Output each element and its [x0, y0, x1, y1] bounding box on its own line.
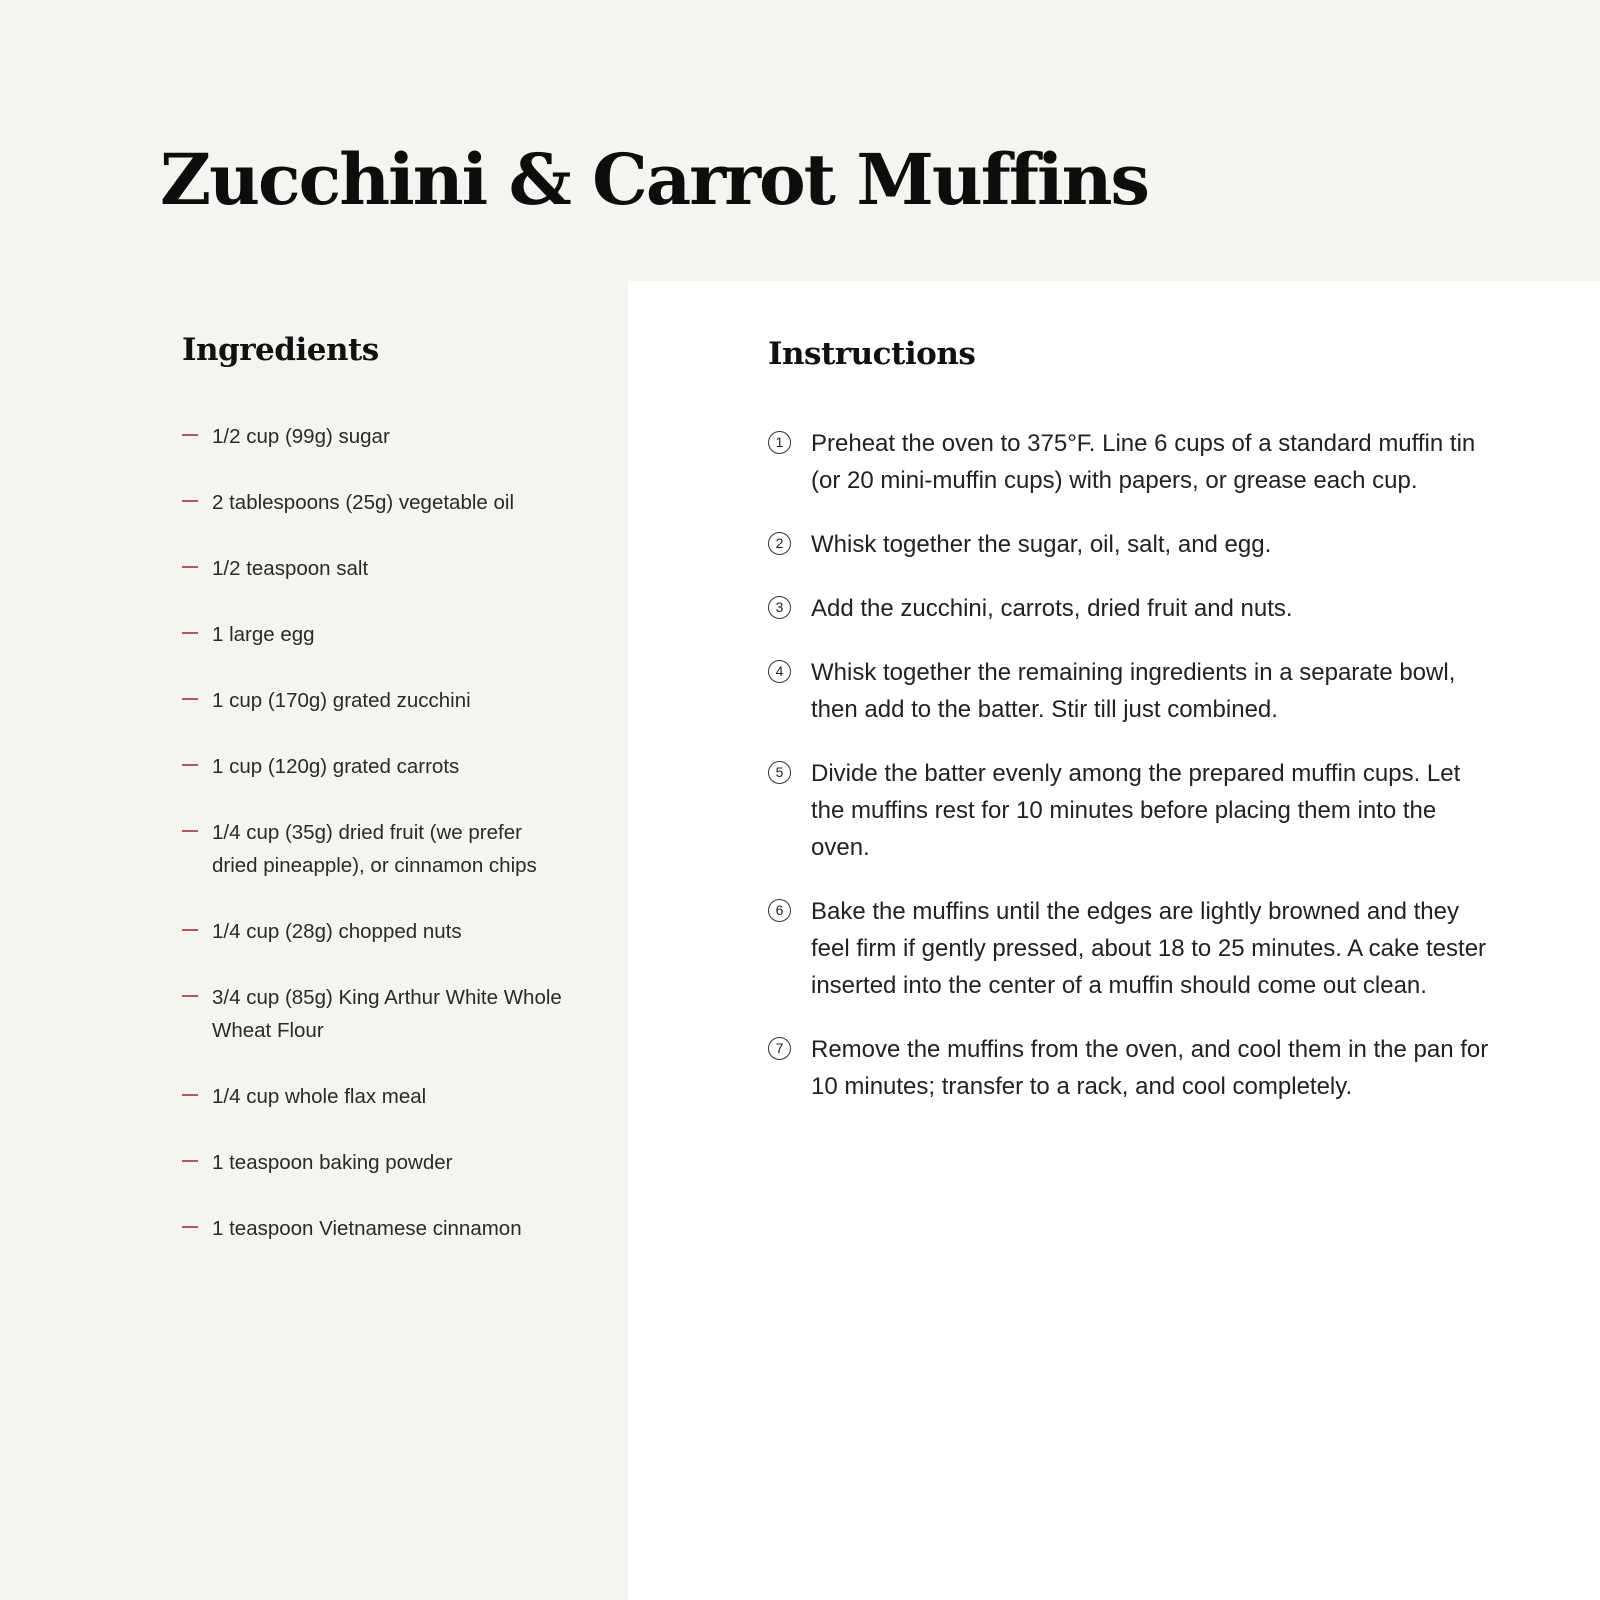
ingredients-list — [182, 420, 562, 1278]
step-number-circle-icon: 7 — [768, 1037, 791, 1060]
ingredient-text: 1 cup (120g) grated carrots — [212, 755, 460, 778]
instruction-step — [768, 654, 1498, 728]
ingredient-text: 1 large egg — [212, 623, 315, 646]
dash-bullet-icon — [182, 434, 198, 436]
ingredient-item — [182, 1146, 562, 1179]
recipe-title: Zucchini & Carrot Muffins — [160, 138, 1148, 221]
dash-bullet-icon — [182, 764, 198, 766]
ingredient-item — [182, 552, 562, 585]
step-number-circle-icon: 3 — [768, 596, 791, 619]
step-text: Whisk together the sugar, oil, salt, and egg. — [811, 531, 1272, 558]
ingredient-item — [182, 981, 562, 1047]
dash-bullet-icon — [182, 1226, 198, 1228]
dash-bullet-icon — [182, 632, 198, 634]
instruction-step — [768, 755, 1498, 866]
ingredient-text: 3/4 cup (85g) King Arthur White Whole Wheat Flour — [212, 986, 562, 1042]
dash-bullet-icon — [182, 500, 198, 502]
ingredient-text: 1/2 teaspoon salt — [212, 557, 369, 580]
dash-bullet-icon — [182, 1160, 198, 1162]
ingredient-text: 1 teaspoon baking powder — [212, 1151, 453, 1174]
step-number-circle-icon: 2 — [768, 532, 791, 555]
step-text: Whisk together the remaining ingredients in a separate bowl, then add to the batter. Stir till just combined. — [811, 659, 1456, 723]
dash-bullet-icon — [182, 929, 198, 931]
instructions-list — [768, 425, 1498, 1132]
ingredient-item — [182, 420, 562, 453]
instruction-step — [768, 893, 1498, 1004]
ingredient-item — [182, 618, 562, 651]
ingredient-text: 1/4 cup (28g) chopped nuts — [212, 920, 462, 943]
instruction-step — [768, 590, 1498, 627]
step-text: Bake the muffins until the edges are lightly browned and they feel firm if gently pressed, about 18 to 25 minutes. A cake tester inserted into the center of a muffin should come out clean. — [811, 898, 1487, 999]
dash-bullet-icon — [182, 698, 198, 700]
dash-bullet-icon — [182, 995, 198, 997]
ingredient-item — [182, 486, 562, 519]
dash-bullet-icon — [182, 1094, 198, 1096]
dash-bullet-icon — [182, 830, 198, 832]
instructions-heading: Instructions — [768, 336, 976, 372]
ingredient-item — [182, 915, 562, 948]
dash-bullet-icon — [182, 566, 198, 568]
instruction-step — [768, 1031, 1498, 1105]
step-number-circle-icon: 5 — [768, 761, 791, 784]
step-number-circle-icon: 1 — [768, 431, 791, 454]
ingredient-item — [182, 684, 562, 717]
ingredient-text: 1 teaspoon Vietnamese cinnamon — [212, 1217, 522, 1240]
ingredient-item — [182, 1212, 562, 1245]
step-number-circle-icon: 4 — [768, 660, 791, 683]
ingredient-item — [182, 750, 562, 783]
ingredient-text: 1/4 cup whole flax meal — [212, 1085, 427, 1108]
ingredient-text: 2 tablespoons (25g) vegetable oil — [212, 491, 515, 514]
step-text: Add the zucchini, carrots, dried fruit and nuts. — [811, 595, 1293, 622]
ingredient-item — [182, 816, 562, 882]
ingredient-item — [182, 1080, 562, 1113]
step-text: Preheat the oven to 375°F. Line 6 cups of a standard muffin tin (or 20 mini-muffin cups) with papers, or grease each cup. — [811, 430, 1476, 494]
step-text: Remove the muffins from the oven, and cool them in the pan for 10 minutes; transfer to a rack, and cool completely. — [811, 1036, 1489, 1100]
ingredient-text: 1/2 cup (99g) sugar — [212, 425, 390, 448]
ingredient-text: 1/4 cup (35g) dried fruit (we prefer dried pineapple), or cinnamon chips — [212, 821, 537, 877]
instruction-step — [768, 425, 1498, 499]
step-text: Divide the batter evenly among the prepared muffin cups. Let the muffins rest for 10 minutes before placing them into the oven. — [811, 760, 1461, 861]
instruction-step — [768, 526, 1498, 563]
ingredient-text: 1 cup (170g) grated zucchini — [212, 689, 471, 712]
step-number-circle-icon: 6 — [768, 899, 791, 922]
ingredients-heading: Ingredients — [182, 332, 379, 368]
